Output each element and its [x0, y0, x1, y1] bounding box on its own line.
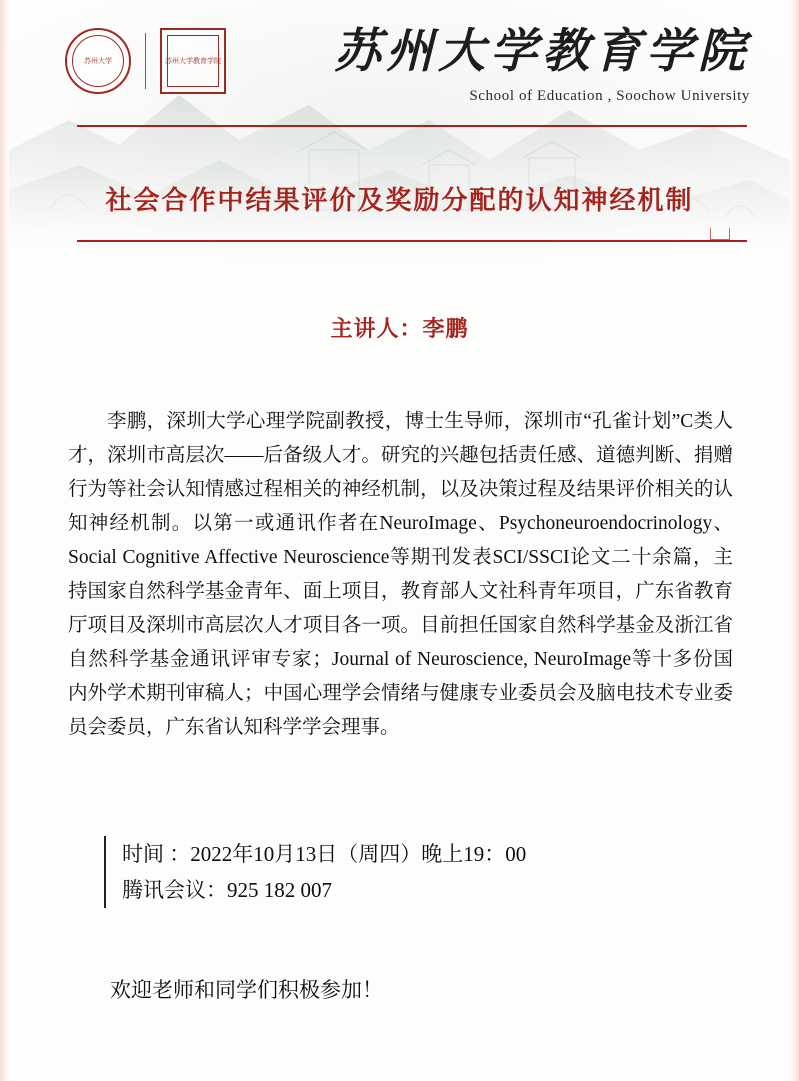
- brand-name-en: School of Education , Soochow University: [469, 88, 750, 104]
- seal-left-label: 苏州大学: [84, 57, 112, 65]
- right-edge-decoration: [790, 0, 799, 1081]
- soochow-university-seal-icon: [65, 28, 131, 94]
- brand-name-cn: 苏州大学教育学院: [334, 26, 750, 78]
- divider-top: [77, 125, 747, 127]
- event-info-block: [104, 836, 526, 908]
- brand-block: [334, 22, 750, 105]
- corner-mark-decoration: [710, 228, 730, 240]
- logo-divider: [145, 33, 146, 89]
- left-edge-decoration: [0, 0, 9, 1081]
- speaker-biography: 李鹏，深圳大学心理学院副教授，博士生导师，深圳市“孔雀计划”C类人才，深圳市高层次——后备级人才。研究的兴趣包括责任感、道德判断、捐赠行为等社会认知情感过程相关的神经机制，以及决策过程及结果评价相关的认知神经机制。以第一或通讯作者在NeuroImage、Psychoneuroendocrinology、Social Cognitive Affective Neuroscience等期刊发表SCI/SSCI论文二十余篇，主持国家自然科学基金青年、面上项目，教育部人文社科青年项目，广东省教育厅项目及深圳市高层次人才项目各一项。目前担任国家自然科学基金及浙江省自然科学基金通讯评审专家；Journal of Neuroscience, NeuroImage等十多份国内外学术期刊审稿人；中国心理学会情绪与健康专业委员会及脑电技术专业委员会委员，广东省认知科学学会理事。: [68, 411, 733, 738]
- speaker-line: 主讲人：李鹏: [330, 316, 469, 341]
- page-title: 社会合作中结果评价及奖励分配的认知神经机制: [105, 186, 694, 215]
- event-meeting-id: 腾讯会议：925 182 007: [122, 878, 332, 902]
- seal-right-label: 苏州大学教育学院: [165, 57, 221, 65]
- institution-logos: [65, 28, 226, 94]
- school-of-education-seal-icon: [160, 28, 226, 94]
- divider-bottom: [77, 240, 747, 242]
- poster-header: [9, 0, 790, 258]
- event-time: 时间 ：2022年10月13日（周四）晚上19：00: [122, 842, 527, 866]
- welcome-note: 欢迎老师和同学们积极参加！: [110, 978, 383, 1002]
